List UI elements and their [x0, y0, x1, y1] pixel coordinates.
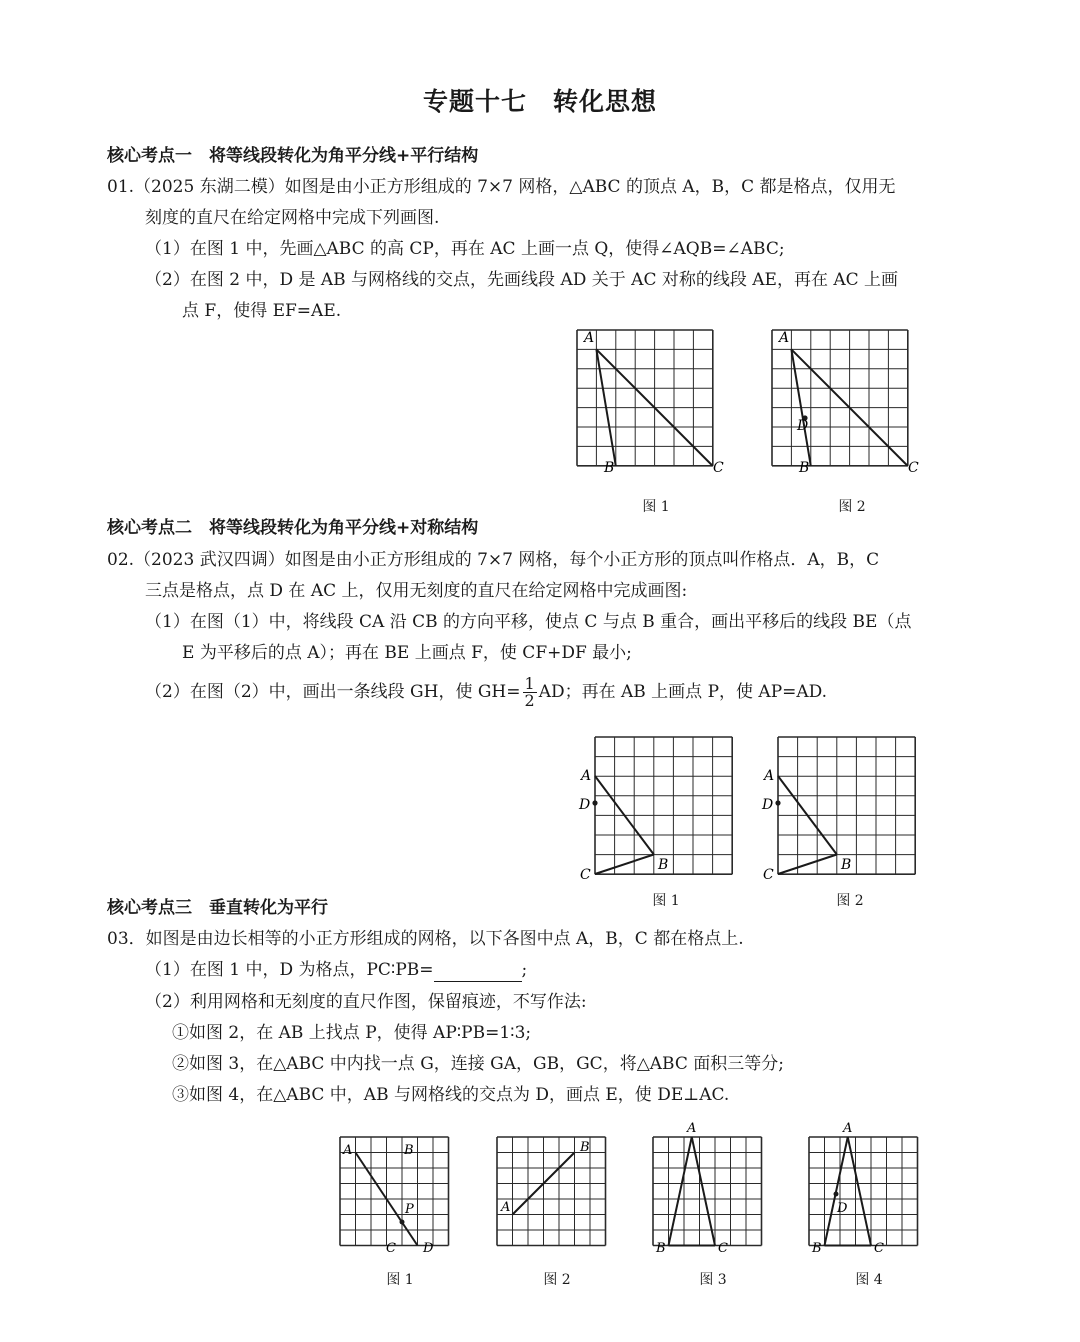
- q3-part1: [145, 958, 527, 982]
- label-b: B: [812, 1241, 822, 1256]
- q3-figure-1: [328, 1125, 468, 1265]
- label-a: A: [687, 1121, 697, 1136]
- q3-figure-2: [485, 1125, 625, 1265]
- label-b: B: [604, 460, 615, 476]
- label-d: D: [837, 1201, 848, 1216]
- label-b: B: [841, 857, 852, 873]
- point-p: [400, 1220, 405, 1225]
- q2-part2-prefix: （2）在图（2）中，画出一条线段 GH，使 GH=: [145, 682, 521, 702]
- grid: [809, 1137, 918, 1246]
- point-d: [834, 1192, 839, 1197]
- fraction-denominator: 2: [524, 691, 535, 710]
- fraction-one-half: [523, 676, 537, 709]
- q3-part2: （2）利用网格和无刻度的直尺作图，保留痕迹，不写作法:: [145, 992, 587, 1012]
- q1-stem-line2: 刻度的直尺在给定网格中完成下列画图.: [145, 208, 440, 228]
- q1-figure-2: [755, 320, 935, 490]
- q1-part2-line2: 点 F，使得 EF=AE.: [182, 301, 342, 321]
- label-a: A: [584, 330, 595, 346]
- label-a: A: [343, 1143, 353, 1158]
- label-p: P: [405, 1202, 414, 1217]
- section-2-heading: 核心考点二 将等线段转化为角平分线+对称结构: [107, 518, 479, 538]
- segment-ab: [825, 1137, 848, 1246]
- q2-fig2-caption: 图 2: [836, 893, 864, 909]
- q2-fig1-caption: 图 1: [652, 893, 680, 909]
- label-d: D: [423, 1241, 434, 1256]
- label-c: C: [386, 1241, 396, 1256]
- q2-figure-1: [575, 725, 755, 885]
- q1-stem-line1: 01.（2025 东湖二模）如图是由小正方形组成的 7×7 网格，△ABC 的顶点 A，B，C 都是格点，仅用无: [107, 177, 896, 197]
- q1-part1: （1）在图 1 中，先画△ABC 的高 CP，再在 AC 上画一点 Q，使得∠AQB=∠ABC;: [145, 239, 785, 259]
- segment-ac: [692, 1137, 715, 1246]
- section-1-heading: 核心考点一 将等线段转化为角平分线+平行结构: [107, 146, 479, 166]
- label-d: D: [762, 797, 774, 813]
- label-a: A: [764, 768, 775, 784]
- label-b: B: [656, 1241, 666, 1256]
- label-a: A: [581, 768, 592, 784]
- grid: [595, 737, 732, 874]
- q1-fig2-caption: 图 2: [838, 499, 866, 515]
- segment-cb: [778, 855, 837, 875]
- q3-fig3-caption: 图 3: [699, 1272, 727, 1288]
- section-3-heading: 核心考点三 垂直转化为平行: [107, 898, 328, 918]
- q2-part2: [145, 676, 827, 709]
- q3-part1-prefix: （1）在图 1 中，D 为格点，PC∶PB=: [145, 960, 434, 980]
- q3-sub3: ③如图 4，在△ABC 中，AB 与网格线的交点为 D，画点 E，使 DE⊥AC.: [172, 1085, 730, 1105]
- label-c: C: [874, 1241, 884, 1256]
- label-d: D: [797, 418, 809, 434]
- q2-stem-line2: 三点是格点，点 D 在 AC 上，仅用无刻度的直尺在给定网格中完成画图:: [145, 581, 688, 601]
- label-b: B: [799, 460, 810, 476]
- q2-stem-line1: 02.（2023 武汉四调）如图是由小正方形组成的 7×7 网格，每个小正方形的顶点叫作格点．A，B，C: [107, 550, 880, 570]
- q2-part2-suffix: AD；再在 AB 上画点 P，使 AP=AD.: [538, 682, 828, 702]
- page-title: 专题十七 转化思想: [422, 87, 657, 116]
- segment-cb: [595, 855, 654, 875]
- q1-part2-line1: （2）在图 2 中，D 是 AB 与网格线的交点，先画线段 AD 关于 AC 对称的线段 AE，再在 AC 上画: [145, 270, 899, 290]
- q3-fig2-caption: 图 2: [543, 1272, 571, 1288]
- q2-part1-line2: E 为平移后的点 A）；再在 BE 上画点 F，使 CF+DF 最小;: [182, 643, 632, 663]
- q3-part1-suffix: ;: [521, 960, 528, 980]
- point-d: [775, 800, 780, 805]
- segment-ac: [848, 1137, 871, 1246]
- q3-stem: 03．如图是由边长相等的小正方形组成的网格，以下各图中点 A，B，C 都在格点上.: [107, 929, 744, 949]
- fraction-numerator: 1: [524, 674, 535, 693]
- q3-sub2: ②如图 3，在△ABC 中内找一点 G，连接 GA，GB，GC，将△ABC 面积三等分;: [172, 1054, 784, 1074]
- q3-figure-3: [641, 1121, 781, 1265]
- answer-blank[interactable]: [434, 963, 522, 982]
- q3-fig4-caption: 图 4: [855, 1272, 883, 1288]
- label-c: C: [763, 867, 774, 883]
- label-a: A: [779, 330, 790, 346]
- label-a: A: [843, 1121, 853, 1136]
- label-c: C: [580, 867, 591, 883]
- q3-sub1: ①如图 2，在 AB 上找点 P，使得 AP∶PB=1∶3;: [172, 1023, 532, 1043]
- q2-figure-2: [758, 725, 938, 885]
- label-b: B: [658, 857, 669, 873]
- label-c: C: [713, 460, 724, 476]
- q2-part1-line1: （1）在图（1）中，将线段 CA 沿 CB 的方向平移，使点 C 与点 B 重合，画出平移后的线段 BE（点: [145, 612, 912, 632]
- q1-fig1-caption: 图 1: [642, 499, 670, 515]
- q3-fig1-caption: 图 1: [386, 1272, 414, 1288]
- grid: [653, 1137, 762, 1246]
- label-b: B: [580, 1140, 590, 1155]
- label-d: D: [579, 797, 591, 813]
- point-d: [592, 800, 597, 805]
- label-a: A: [501, 1200, 511, 1215]
- q1-figure-1: [560, 320, 740, 490]
- label-b: B: [404, 1143, 414, 1158]
- label-c: C: [718, 1241, 728, 1256]
- segment-ab: [669, 1137, 692, 1246]
- grid: [778, 737, 915, 874]
- label-c: C: [908, 460, 919, 476]
- q3-figure-4: [797, 1121, 937, 1265]
